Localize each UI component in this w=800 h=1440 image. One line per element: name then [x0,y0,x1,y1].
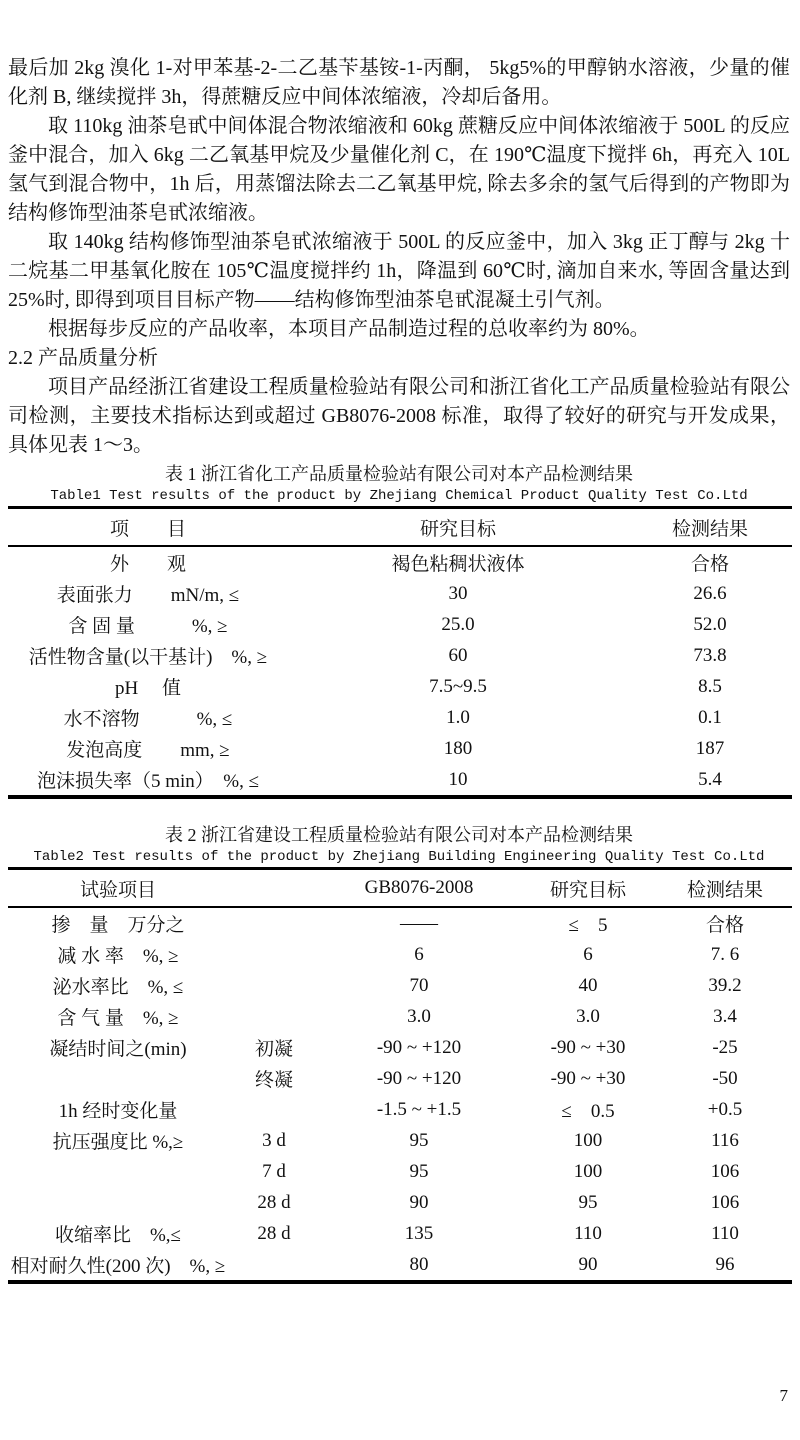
table-row [8,578,792,609]
table-row [8,1063,792,1094]
table-cell: 合格 [690,554,729,575]
table-cell: 6 [414,943,424,965]
table-cell: 96 [715,1253,735,1275]
table-row [8,1032,792,1063]
table-row [8,970,792,1001]
paragraph: 项目产品经浙江省建设工程质量检验站有限公司和浙江省化工产品质量检验站有限公司检测，主要技术指标达到或超过 GB8076-2008 标准，取得了较好的研究与开发成果，具体见表 1～3。 [8,376,790,456]
table-cell: 26.6 [693,582,727,604]
table-header-row [8,508,792,547]
table-cell [228,1249,320,1282]
table-cell: 3 d [262,1129,286,1151]
table2-caption-en: Table2 Test results of the product by Zhejiang Building Engineering Quality Test Co.Ltd [33,849,765,865]
table-cell: 泡沫损失率（5 min） %, ≤ [36,771,260,792]
table-cell [228,1094,320,1125]
table-cell: 180 [443,737,473,759]
table-cell [228,970,320,1001]
column-header: 检测结果 [658,869,792,908]
column-header: GB8076-2008 [320,869,518,908]
table-row [8,609,792,640]
table-cell: 6 [583,943,593,965]
table-row [8,939,792,970]
column-header: 研究目标 [288,508,628,547]
table-row [8,764,792,797]
table-cell: 水不溶物 %, ≤ [63,709,233,730]
table-cell: —— [400,912,438,934]
table-cell: -90 ~ +30 [550,1036,626,1058]
table-row [8,702,792,733]
table-cell: 5.4 [698,768,722,790]
table1-caption-en: Table1 Test results of the product by Zhejiang Chemical Product Quality Test Co.Ltd [50,488,748,504]
table-cell [8,1063,228,1094]
table-cell: 合格 [705,915,744,936]
paragraph: 取 140kg 结构修饰型油茶皂甙浓缩液于 500L 的反应釜中，加入 3kg 正丁醇与 2kg 十二烷基二甲基氧化胺在 105℃温度搅拌约 1h，降温到 60℃时, 滴加自来水, 等固含量达到 25%时, 即得到项目目标产物——结构修饰型油茶皂甙混凝土引气剂。 [8,231,790,311]
table2-caption-cn: 表 2 浙江省建设工程质量检验站有限公司对本产品检测结果 [165,825,633,845]
table-cell: ≤ 0.5 [561,1101,615,1122]
table-cell: 106 [710,1160,740,1182]
table-cell: -90 ~ +120 [376,1067,462,1089]
table-cell: 116 [711,1129,739,1151]
table-row [8,733,792,764]
table-cell: pH 值 [115,678,181,699]
table-cell: 7 d [262,1160,286,1182]
table-cell: 3.0 [576,1005,600,1027]
table-cell: 39.2 [708,974,742,996]
table-cell: 外 观 [109,554,186,575]
table-cell: 含 固 量 %, ≥ [68,616,228,637]
table-cell: 1.0 [446,706,470,728]
table-cell: 110 [711,1222,739,1244]
table-cell: 80 [409,1253,429,1275]
table-row [8,1187,792,1218]
table-cell: 110 [574,1222,602,1244]
table-cell: 表面张力 mN/m, ≤ [56,585,240,606]
table-cell: 0.1 [698,706,722,728]
table-cell: 73.8 [693,644,727,666]
table-cell: 3.0 [407,1005,431,1027]
table-cell: 90 [578,1253,598,1275]
table1-caption-cn: 表 1 浙江省化工产品质量检验站有限公司对本产品检测结果 [165,464,633,484]
table-cell: 10 [448,768,468,790]
table-cell: 25.0 [441,613,475,635]
table-cell: -1.5 ~ +1.5 [376,1098,462,1120]
table-header-row [8,869,792,908]
table-cell: 收缩率比 %,≤ [54,1225,181,1246]
table-cell: -50 [712,1067,738,1089]
table-row [8,907,792,939]
table-row [8,671,792,702]
table-cell: +0.5 [707,1098,743,1120]
table-cell: 泌水率比 %, ≤ [52,977,184,998]
table-cell: 掺 量 万分之 [51,915,185,936]
table-cell: 7.5~9.5 [429,675,487,697]
table-row [8,546,792,578]
table2-building-test-results [8,867,792,1284]
table-cell [8,1187,228,1218]
table-row [8,1218,792,1249]
table-cell: 凝结时间之(min) [49,1039,187,1060]
table-cell: 活性物含量(以干基计) %, ≥ [28,647,268,668]
table-cell: 30 [448,582,468,604]
table-cell [228,1001,320,1032]
table-cell: -25 [712,1036,738,1058]
section-heading: 2.2 产品质量分析 [8,347,158,369]
table-cell: 含 气 量 %, ≥ [57,1008,179,1029]
table-cell [228,939,320,970]
table-cell: 抗压强度比 %,≥ [52,1132,184,1153]
table-row [8,1249,792,1282]
table-cell: 100 [573,1160,603,1182]
table-cell: 28 d [257,1222,291,1244]
paragraph: 最后加 2kg 溴化 1-对甲苯基-2-二乙基苄基铵-1-丙酮， 5kg5%的甲醇钠水溶液，少量的催化剂 B, 继续搅拌 3h，得蔗糖反应中间体浓缩液，冷却后备用。 [8,57,790,108]
table-cell: 95 [578,1191,598,1213]
table1-chemical-test-results [8,506,792,799]
table-cell: 60 [448,644,468,666]
paragraph: 取 110kg 油茶皂甙中间体混合物浓缩液和 60kg 蔗糖反应中间体浓缩液于 500L 的反应釜中混合，加入 6kg 二乙氧基甲烷及少量催化剂 C，在 190℃温度下搅拌 6h，再充入 10L 氢气到混合物中，1h 后，用蒸馏法除去二乙氧基甲烷, 除去多余的氢气后得到的产物即为结构修饰型油茶皂甙浓缩液。 [8,115,790,224]
column-header: 项 目 [8,508,288,547]
table-cell: 相对耐久性(200 次) %, ≥ [10,1256,226,1277]
table-gap [8,799,790,821]
column-header: 检测结果 [628,508,792,547]
table-cell: 发泡高度 mm, ≥ [66,740,230,761]
column-header [228,869,320,908]
table-cell: 40 [578,974,598,996]
table-cell: 70 [409,974,429,996]
table-cell [8,1156,228,1187]
table-cell: 106 [710,1191,740,1213]
table-row [8,1001,792,1032]
paragraph: 根据每步反应的产品收率，本项目产品制造过程的总收率约为 80%。 [48,318,650,340]
table-cell: 28 d [257,1191,291,1213]
table-cell: 初凝 [254,1039,293,1060]
table-cell: 褐色粘稠状液体 [391,554,525,575]
table-cell: 终凝 [254,1070,293,1091]
column-header: 研究目标 [518,869,658,908]
table-cell: 187 [695,737,725,759]
table-cell: 90 [409,1191,429,1213]
page-number: 7 [779,1386,788,1405]
table-cell: 7. 6 [710,943,740,965]
table-cell: 3.4 [713,1005,737,1027]
table-cell: 135 [404,1222,434,1244]
table-cell: 95 [409,1160,429,1182]
table-cell: ≤ 5 [568,915,608,936]
table-cell: -90 ~ +30 [550,1067,626,1089]
table-row [8,1156,792,1187]
table-row [8,1125,792,1156]
table-row [8,640,792,671]
table-cell: 100 [573,1129,603,1151]
table-cell: 1h 经时变化量 [58,1101,178,1122]
table-cell: 52.0 [693,613,727,635]
table-cell: 95 [409,1129,429,1151]
table-cell: -90 ~ +120 [376,1036,462,1058]
table-cell: 8.5 [698,675,722,697]
column-header: 试验项目 [8,869,228,908]
table-cell: 减 水 率 %, ≥ [57,946,179,967]
table-cell [228,907,320,939]
table-row [8,1094,792,1125]
